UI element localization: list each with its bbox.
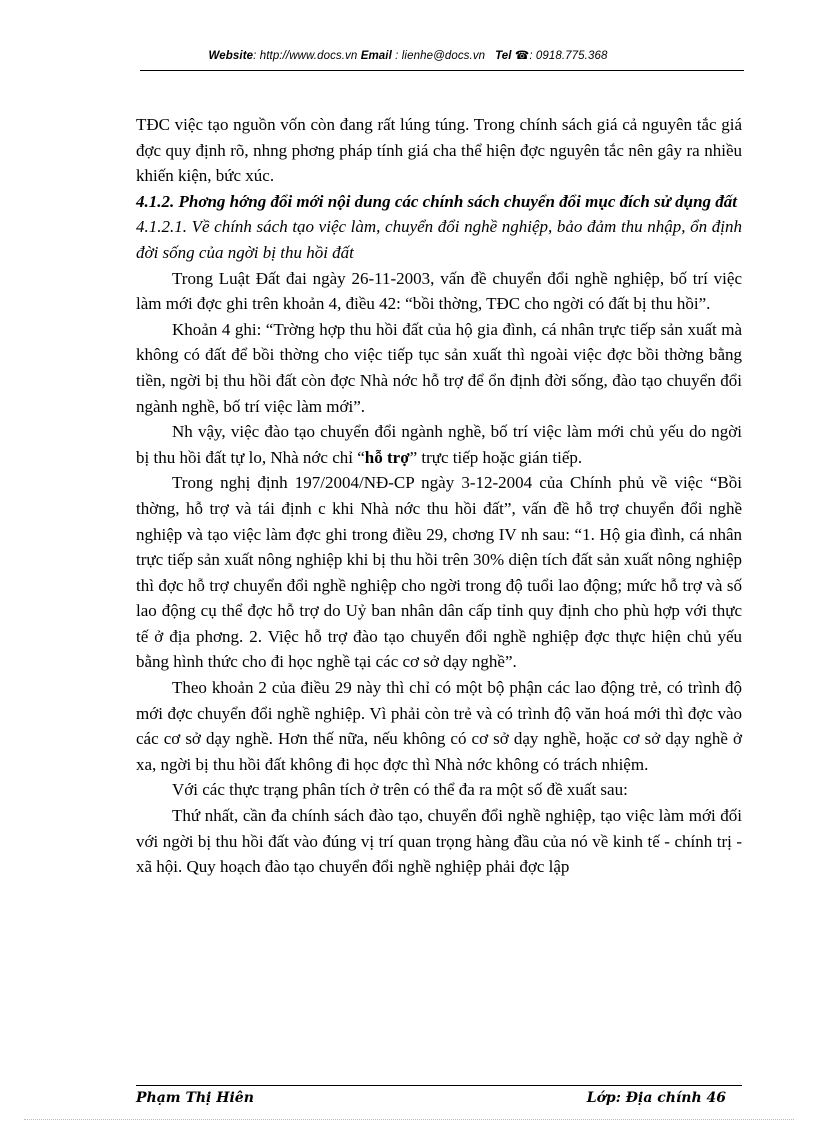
phone-icon: ☎ <box>514 50 530 62</box>
class-name: Lớp: Địa chính 46 <box>586 1090 726 1106</box>
page-header <box>0 48 816 62</box>
header-divider <box>140 70 744 71</box>
website-value[interactable]: : http://www.docs.vn <box>253 50 358 62</box>
paragraph-4-end: ” trực tiếp hoặc gián tiếp. <box>409 447 583 467</box>
email-label: Email <box>360 50 392 62</box>
paragraph-8: Thứ nhất, cần đa chính sách đào tạo, chuyển đổi nghề nghiệp, tạo việc làm mới đối với ngời bị thu hồi đất vào đúng vị trí quan trọng hàng đầu của nó về kinh tế - chính trị - xã hội. Quy hoạch đào tạo chuyển đổi nghề nghiệp phải đợc lập <box>136 806 742 877</box>
paragraph-6: Theo khoản 2 của điều 29 này thì chỉ có một bộ phận các lao động trẻ, có trình độ mới đợc chuyển đổi nghề nghiệp. Vì phải còn trẻ và có trình độ văn hoá mới thì đợc vào các cơ sở dạy nghề. Hơn thế nữa, nếu không có cơ sở dạy nghề, hoặc cơ sở dạy nghề ở xa, ngời bị thu hồi đất không đi học đợc thì Nhà nớc không có trách nhiệm. <box>136 678 742 774</box>
paragraph-4 <box>136 419 742 470</box>
subsection-heading-4-1-2-1: 4.1.2.1. Về chính sách tạo việc làm, chuyển đổi nghề nghiệp, bảo đảm thu nhập, ổn định đời sống của ngời bị thu hồi đất <box>136 217 742 262</box>
page-bottom-border <box>24 1119 794 1120</box>
email-value[interactable]: : lienhe@docs.vn <box>391 50 486 62</box>
paragraph-3: Khoản 4 ghi: “Trờng hợp thu hồi đất của hộ gia đình, cá nhân trực tiếp sản xuất mà không có đất để bồi thờng cho việc tiếp tục sản xuất thì ngoài việc đợc bồi thờng bằng tiền, ngời bị thu hồi đất còn đợc Nhà nớc hỗ trợ để ổn định đời sống, đào tạo chuyển đổi ngành nghề, bố trí việc làm mới”. <box>136 319 742 416</box>
author-name: Phạm Thị Hiên <box>136 1090 254 1106</box>
paragraph-2: Trong Luật Đất đai ngày 26-11-2003, vấn đề chuyển đổi nghề nghiệp, bố trí việc làm mới đợc ghi trên khoản 4, điều 42: “bồi thờng, TĐC cho ngời có đất bị thu hồi”. <box>136 268 742 314</box>
section-heading-4-1-2: 4.1.2. Phơng hớng đổi mới nội dung các chính sách chuyển đổi mục đích sử dụng đất <box>136 191 738 211</box>
website-label: Website <box>208 50 254 62</box>
paragraph-5: Trong nghị định 197/2004/NĐ-CP ngày 3-12-2004 của Chính phủ về việc “Bồi thờng, hỗ trợ và tái định c khi Nhà nớc thu hồi đất”, vấn đề hỗ trợ chuyển đổi nghề nghiệp và tạo việc làm đợc ghi trong điều 29, chơng IV nh sau: “1. Hộ gia đình, cá nhân trực tiếp sản xuất nông nghiệp khi bị thu hồi trên 30% diện tích đất sản xuất nông nghiệp thì đợc hỗ trợ chuyển đổi nghề nghiệp cho ngời trong độ tuổi lao động; mức hỗ trợ và số lao động cụ thể đợc hỗ trợ do Uỷ ban nhân dân cấp tỉnh quy định cho phù hợp với thực tế ở địa phơng. 2. Việc hỗ trợ đào tạo chuyển đổi nghề nghiệp đợc thực hiện chủ yếu bằng hình thức cho đi học nghề tại các cơ sở dạy nghề”. <box>136 473 742 672</box>
paragraph-7: Với các thực trạng phân tích ở trên có thể đa ra một số đề xuất sau: <box>172 780 628 800</box>
tel-value: : 0918.775.368 <box>529 50 608 62</box>
paragraph-1: TĐC việc tạo nguồn vốn còn đang rất lúng túng. Trong chính sách giá cả nguyên tắc giá đợc quy định rõ, nhng phơng pháp tính giá cha thể hiện đợc nguyên tắc nên gây ra nhiều khiến kiện, bức xúc. <box>136 115 742 186</box>
paragraph-4-emphasis: hỗ trợ <box>364 447 410 467</box>
footer-divider <box>136 1085 742 1086</box>
tel-label: Tel <box>495 50 512 62</box>
document-body <box>136 112 742 880</box>
paragraph-4-start: Nh vậy, việc đào tạo chuyển đổi ngành nghề, bố trí việc làm mới chủ yếu do ngời bị thu hồi đất tự lo, Nhà nớc chỉ “ <box>136 422 742 467</box>
page-footer <box>136 1090 742 1112</box>
